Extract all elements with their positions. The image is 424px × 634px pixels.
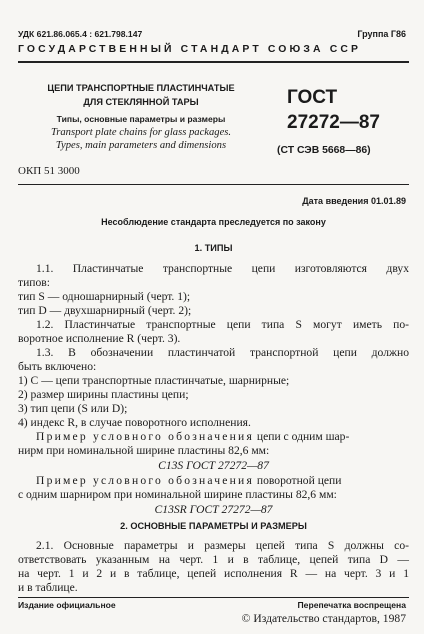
s1-line-11: 3) тип цепи (S или D); [18, 402, 128, 415]
example-text: цепи с одним шар- [254, 430, 350, 443]
s1-line-10: 2) размер ширины пластины цепи; [18, 388, 189, 401]
example-label: Пример условного обозначения [36, 430, 254, 443]
s1-line-9: 1) C — цепи транспортные пластинчатые, шарнирные; [18, 374, 290, 387]
sev-reference: (СТ СЭВ 5668—86) [277, 145, 371, 156]
english-title-line-1: Transport plate chains for glass packages. [50, 127, 232, 138]
organization-header: ГОСУДАРСТВЕННЫЙ СТАНДАРТ СОЮЗА ССР [18, 44, 362, 55]
title-line-1: ЦЕПИ ТРАНСПОРТНЫЕ ПЛАСТИНЧАТЫЕ [47, 83, 235, 93]
s1-line-4: тип D — двухшарнирный (черт. 2); [18, 304, 192, 317]
header-rule [18, 61, 409, 63]
s1-line-7: 1.3. В обозначении пластинчатой транспортной цепи должно [36, 346, 409, 359]
designation-example-2: C13SR ГОСТ 27272—87 [154, 503, 273, 516]
udk-code: УДК 621.86.065.4 : 621.798.147 [18, 29, 143, 39]
section-2-heading: 2. ОСНОВНЫЕ ПАРАМЕТРЫ И РАЗМЕРЫ [120, 521, 307, 531]
english-title-line-2: Types, main parameters and dimensions [55, 140, 227, 151]
gost-label: ГОСТ [287, 87, 338, 108]
title-line-2: ДЛЯ СТЕКЛЯННОЙ ТАРЫ [83, 97, 199, 107]
warning-notice: Несоблюдение стандарта преследуется по закону [101, 217, 326, 227]
s2-line-4: и в таблице. [18, 581, 78, 594]
gost-number: 27272—87 [287, 112, 380, 133]
section-1-heading: 1. ТИПЫ [194, 243, 233, 253]
okp-code: ОКП 51 3000 [18, 165, 80, 177]
s1-example-1-intro [18, 430, 409, 444]
s1-line-5: 1.2. Пластинчатые транспортные цепи типа S могут иметь по- [36, 318, 409, 331]
s1-line-17: с одним шарниром при номинальной ширине пластины 82,6 мм: [18, 488, 337, 501]
designation-example-1: C13S ГОСТ 27272—87 [158, 459, 269, 472]
example-text: поворотной цепи [254, 474, 342, 487]
group-code: Группа Г86 [357, 29, 406, 39]
s1-line-1: 1.1. Пластинчатые транспортные цепи изготовляются двух [36, 262, 409, 275]
s1-line-12: 4) индекс R, в случае поворотного исполнения. [18, 416, 251, 429]
s1-line-14: нирм при номинальной ширине пластины 82,6 мм: [18, 444, 270, 457]
title-rule [18, 184, 409, 185]
copyright: © Издательство стандартов, 1987 [241, 612, 406, 625]
subtitle: Типы, основные параметры и размеры [56, 114, 226, 124]
s1-line-3: тип S — одношарнирный (черт. 1); [18, 290, 191, 303]
reprint-prohibited: Перепечатка воспрещена [297, 600, 406, 610]
s1-line-6: воротное исполнение R (черт. 3). [18, 332, 181, 345]
footer-rule [18, 597, 409, 598]
s2-line-3: на черт. 1 и 2 и в таблице, цепей исполнения R — на черт. 3 и 1 [18, 567, 409, 580]
s2-line-2: ответствовать указанным на черт. 1 и в таблице, цепей типа D — [18, 553, 409, 566]
official-edition: Издание официальное [18, 600, 116, 610]
introduction-date: Дата введения 01.01.89 [302, 196, 406, 206]
s1-line-2: типов: [18, 276, 50, 289]
s1-example-2-intro [18, 474, 409, 488]
s1-line-8: быть включено: [18, 360, 97, 373]
example-label: Пример условного обозначения [36, 474, 254, 487]
s2-line-1: 2.1. Основные параметры и размеры цепей типа S должны со- [36, 539, 409, 552]
